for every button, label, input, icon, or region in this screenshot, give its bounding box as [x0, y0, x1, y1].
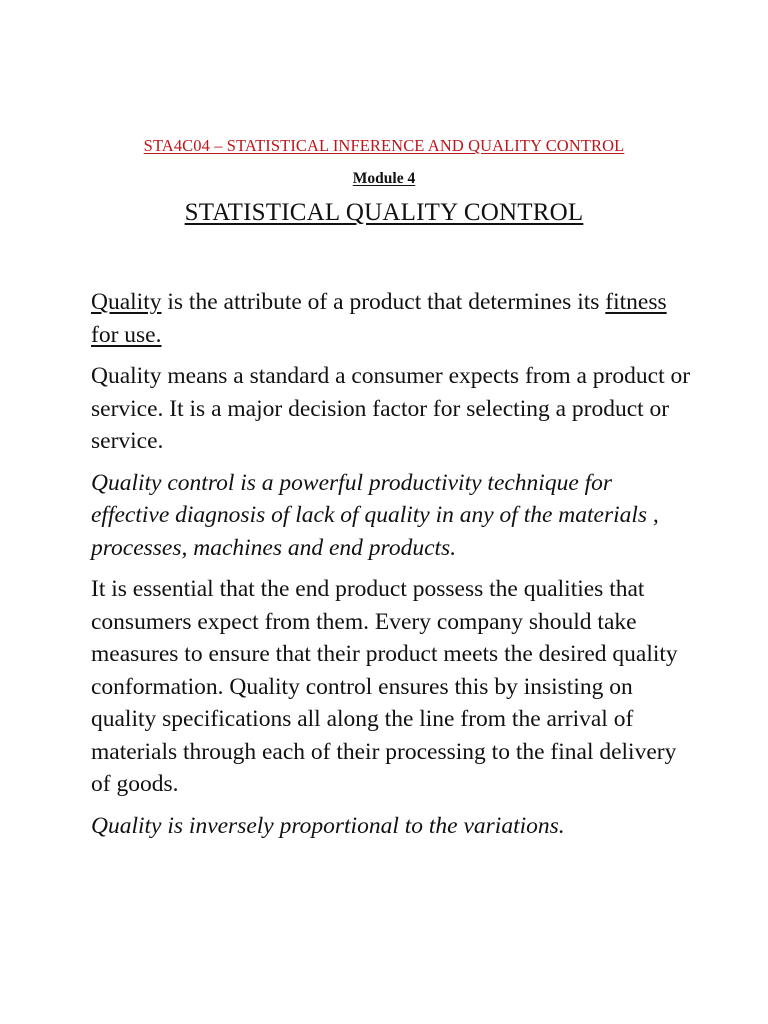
definition-text: is the attribute of a product that determines its	[161, 289, 606, 315]
document-body	[91, 286, 691, 851]
page-title: STATISTICAL QUALITY CONTROL	[184, 199, 584, 226]
variation-statement-paragraph: Quality is inversely proportional to the variations.	[91, 812, 565, 839]
quality-meaning-paragraph: Quality means a standard a consumer expects from a product or service. It is a major decision factor for selecting a product or service.	[91, 363, 691, 454]
term-quality: Quality	[91, 289, 162, 315]
quality-control-definition-paragraph: Quality control is a powerful productivity technique for effective diagnosis of lack of quality in any of the materials , processes, machines and end products.	[91, 469, 659, 561]
term-fitness-for-use: fitness for use.	[91, 289, 667, 348]
end-product-paragraph: It is essential that the end product possess the qualities that consumers expect from them. Every company should take measures to ensure that their product meets the desired quality conformation. Quality control ensures this by insisting on quality specifications all along the line from the arrival of materials through each of their processing to the final delivery of goods.	[91, 576, 678, 797]
module-label: Module 4	[352, 170, 416, 187]
definition-paragraph	[91, 286, 691, 351]
course-title: STA4C04 – STATISTICAL INFERENCE AND QUALITY CONTROL	[143, 136, 625, 155]
